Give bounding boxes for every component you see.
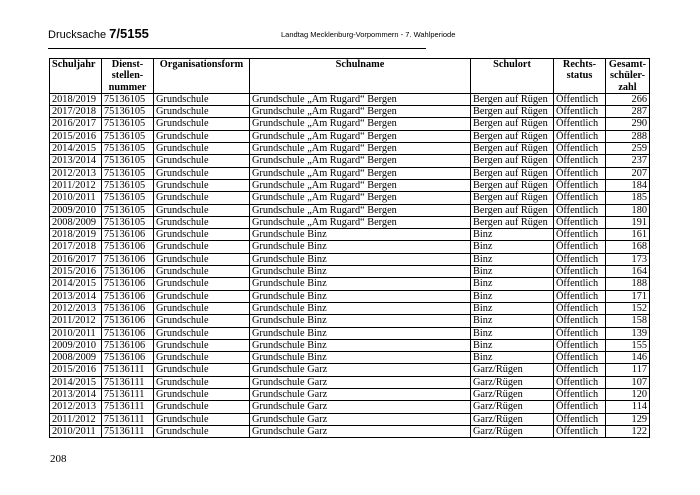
- cell-gesamtschuelerzahl: 188: [606, 278, 650, 290]
- cell-schulort: Garz/Rügen: [471, 413, 554, 425]
- cell-schulname: Grundschule Binz: [250, 290, 471, 302]
- cell-dienststellennummer: 75136106: [102, 229, 154, 241]
- cell-dienststellennummer: 75136105: [102, 204, 154, 216]
- cell-dienststellennummer: 75136111: [102, 376, 154, 388]
- cell-schulort: Bergen auf Rügen: [471, 93, 554, 105]
- cell-schulname: Grundschule Binz: [250, 266, 471, 278]
- cell-rechtsstatus: Öffentlich: [554, 192, 606, 204]
- cell-schulname: Grundschule Garz: [250, 389, 471, 401]
- column-header-organisationsform: [154, 59, 250, 94]
- column-header-line: Schuljahr: [52, 59, 96, 70]
- cell-organisationsform: Grundschule: [154, 143, 250, 155]
- cell-schuljahr: 2015/2016: [50, 130, 102, 142]
- cell-rechtsstatus: Öffentlich: [554, 229, 606, 241]
- cell-gesamtschuelerzahl: 180: [606, 204, 650, 216]
- cell-schulort: Garz/Rügen: [471, 401, 554, 413]
- cell-gesamtschuelerzahl: 146: [606, 352, 650, 364]
- cell-dienststellennummer: 75136106: [102, 339, 154, 351]
- cell-schuljahr: 2011/2012: [50, 179, 102, 191]
- cell-dienststellennummer: 75136105: [102, 216, 154, 228]
- cell-schuljahr: 2012/2013: [50, 302, 102, 314]
- cell-gesamtschuelerzahl: 207: [606, 167, 650, 179]
- cell-dienststellennummer: 75136105: [102, 93, 154, 105]
- cell-gesamtschuelerzahl: 259: [606, 143, 650, 155]
- cell-schuljahr: 2014/2015: [50, 376, 102, 388]
- cell-gesamtschuelerzahl: 152: [606, 302, 650, 314]
- cell-rechtsstatus: Öffentlich: [554, 425, 606, 437]
- page-number: 208: [50, 453, 67, 465]
- cell-schuljahr: 2012/2013: [50, 167, 102, 179]
- cell-dienststellennummer: 75136105: [102, 167, 154, 179]
- cell-schulname: Grundschule „Am Rugard“ Bergen: [250, 216, 471, 228]
- cell-dienststellennummer: 75136105: [102, 130, 154, 142]
- cell-rechtsstatus: Öffentlich: [554, 327, 606, 339]
- cell-schulort: Bergen auf Rügen: [471, 179, 554, 191]
- cell-dienststellennummer: 75136111: [102, 425, 154, 437]
- cell-gesamtschuelerzahl: 158: [606, 315, 650, 327]
- school-statistics-table: [49, 58, 650, 438]
- cell-dienststellennummer: 75136111: [102, 413, 154, 425]
- cell-gesamtschuelerzahl: 184: [606, 179, 650, 191]
- cell-organisationsform: Grundschule: [154, 266, 250, 278]
- cell-gesamtschuelerzahl: 120: [606, 389, 650, 401]
- cell-rechtsstatus: Öffentlich: [554, 155, 606, 167]
- cell-rechtsstatus: Öffentlich: [554, 118, 606, 130]
- cell-rechtsstatus: Öffentlich: [554, 179, 606, 191]
- cell-gesamtschuelerzahl: 114: [606, 401, 650, 413]
- table-body: [50, 93, 650, 437]
- cell-organisationsform: Grundschule: [154, 401, 250, 413]
- cell-dienststellennummer: 75136111: [102, 389, 154, 401]
- table-row: [50, 241, 650, 253]
- cell-rechtsstatus: Öffentlich: [554, 389, 606, 401]
- cell-rechtsstatus: Öffentlich: [554, 266, 606, 278]
- cell-schuljahr: 2010/2011: [50, 192, 102, 204]
- cell-schulname: Grundschule Garz: [250, 376, 471, 388]
- cell-rechtsstatus: Öffentlich: [554, 93, 606, 105]
- table-row: [50, 167, 650, 179]
- cell-schuljahr: 2013/2014: [50, 389, 102, 401]
- cell-gesamtschuelerzahl: 266: [606, 93, 650, 105]
- cell-gesamtschuelerzahl: 122: [606, 425, 650, 437]
- cell-gesamtschuelerzahl: 139: [606, 327, 650, 339]
- cell-schulname: Grundschule Binz: [250, 327, 471, 339]
- table-row: [50, 179, 650, 191]
- table-row: [50, 425, 650, 437]
- cell-organisationsform: Grundschule: [154, 302, 250, 314]
- table-row: [50, 352, 650, 364]
- cell-organisationsform: Grundschule: [154, 192, 250, 204]
- cell-rechtsstatus: Öffentlich: [554, 167, 606, 179]
- cell-schuljahr: 2011/2012: [50, 315, 102, 327]
- column-header-line: schüler-: [609, 70, 646, 82]
- cell-schulort: Binz: [471, 302, 554, 314]
- column-header-line: stellen-: [111, 70, 144, 82]
- cell-dienststellennummer: 75136105: [102, 106, 154, 118]
- cell-rechtsstatus: Öffentlich: [554, 204, 606, 216]
- cell-organisationsform: Grundschule: [154, 216, 250, 228]
- cell-dienststellennummer: 75136106: [102, 315, 154, 327]
- cell-dienststellennummer: 75136106: [102, 352, 154, 364]
- header-rule: [48, 48, 426, 49]
- column-header-line: status: [566, 70, 593, 82]
- cell-organisationsform: Grundschule: [154, 155, 250, 167]
- cell-schuljahr: 2015/2016: [50, 364, 102, 376]
- column-header-line: Schulort: [493, 59, 531, 70]
- cell-schulname: Grundschule Binz: [250, 253, 471, 265]
- cell-schulort: Binz: [471, 241, 554, 253]
- cell-schulort: Binz: [471, 315, 554, 327]
- cell-rechtsstatus: Öffentlich: [554, 253, 606, 265]
- column-header-gesamtschuelerzahl: [606, 59, 650, 94]
- cell-organisationsform: Grundschule: [154, 315, 250, 327]
- cell-gesamtschuelerzahl: 290: [606, 118, 650, 130]
- cell-schulname: Grundschule Binz: [250, 302, 471, 314]
- cell-organisationsform: Grundschule: [154, 167, 250, 179]
- column-header-line: Dienst-: [111, 59, 144, 70]
- cell-schulname: Grundschule Garz: [250, 425, 471, 437]
- cell-organisationsform: Grundschule: [154, 327, 250, 339]
- cell-organisationsform: Grundschule: [154, 253, 250, 265]
- column-header-line: Rechts-: [562, 59, 597, 70]
- cell-dienststellennummer: 75136106: [102, 302, 154, 314]
- cell-organisationsform: Grundschule: [154, 389, 250, 401]
- table-row: [50, 315, 650, 327]
- column-header-schulname: [250, 59, 471, 94]
- column-header-line: Organisationsform: [159, 59, 244, 70]
- table-row: [50, 192, 650, 204]
- cell-rechtsstatus: Öffentlich: [554, 290, 606, 302]
- table-row: [50, 302, 650, 314]
- cell-dienststellennummer: 75136105: [102, 192, 154, 204]
- cell-gesamtschuelerzahl: 161: [606, 229, 650, 241]
- cell-organisationsform: Grundschule: [154, 339, 250, 351]
- cell-organisationsform: Grundschule: [154, 278, 250, 290]
- cell-organisationsform: Grundschule: [154, 106, 250, 118]
- table-row: [50, 278, 650, 290]
- table-row: [50, 376, 650, 388]
- cell-organisationsform: Grundschule: [154, 425, 250, 437]
- cell-schuljahr: 2017/2018: [50, 241, 102, 253]
- cell-gesamtschuelerzahl: 288: [606, 130, 650, 142]
- table-row: [50, 118, 650, 130]
- column-header-rechtsstatus: [554, 59, 606, 94]
- cell-organisationsform: Grundschule: [154, 413, 250, 425]
- cell-rechtsstatus: Öffentlich: [554, 106, 606, 118]
- cell-dienststellennummer: 75136105: [102, 143, 154, 155]
- column-header-schuljahr: [50, 59, 102, 94]
- cell-schulort: Bergen auf Rügen: [471, 216, 554, 228]
- cell-gesamtschuelerzahl: 107: [606, 376, 650, 388]
- cell-organisationsform: Grundschule: [154, 229, 250, 241]
- cell-schulname: Grundschule „Am Rugard“ Bergen: [250, 143, 471, 155]
- column-header-line: Gesamt-: [608, 59, 647, 70]
- cell-schulort: Binz: [471, 229, 554, 241]
- cell-schulort: Binz: [471, 278, 554, 290]
- cell-organisationsform: Grundschule: [154, 241, 250, 253]
- table-row: [50, 401, 650, 413]
- cell-schulort: Bergen auf Rügen: [471, 204, 554, 216]
- cell-gesamtschuelerzahl: 171: [606, 290, 650, 302]
- cell-organisationsform: Grundschule: [154, 130, 250, 142]
- cell-schulname: Grundschule Garz: [250, 364, 471, 376]
- cell-gesamtschuelerzahl: 173: [606, 253, 650, 265]
- cell-gesamtschuelerzahl: 129: [606, 413, 650, 425]
- cell-schulname: Grundschule Binz: [250, 229, 471, 241]
- cell-schulort: Binz: [471, 290, 554, 302]
- cell-schulname: Grundschule „Am Rugard“ Bergen: [250, 106, 471, 118]
- cell-schulname: Grundschule Binz: [250, 278, 471, 290]
- cell-schuljahr: 2013/2014: [50, 290, 102, 302]
- table-header-row: [50, 59, 650, 94]
- cell-schuljahr: 2013/2014: [50, 155, 102, 167]
- cell-schulname: Grundschule „Am Rugard“ Bergen: [250, 130, 471, 142]
- cell-schulort: Garz/Rügen: [471, 364, 554, 376]
- cell-organisationsform: Grundschule: [154, 364, 250, 376]
- cell-schulname: Grundschule Binz: [250, 241, 471, 253]
- table-row: [50, 143, 650, 155]
- cell-schuljahr: 2008/2009: [50, 216, 102, 228]
- cell-rechtsstatus: Öffentlich: [554, 130, 606, 142]
- cell-organisationsform: Grundschule: [154, 118, 250, 130]
- table-row: [50, 290, 650, 302]
- column-header-dienststellennummer: [102, 59, 154, 94]
- cell-dienststellennummer: 75136111: [102, 364, 154, 376]
- cell-schulort: Binz: [471, 352, 554, 364]
- column-header-line: nummer: [108, 81, 147, 93]
- cell-organisationsform: Grundschule: [154, 179, 250, 191]
- table-row: [50, 229, 650, 241]
- cell-schulname: Grundschule „Am Rugard“ Bergen: [250, 93, 471, 105]
- cell-rechtsstatus: Öffentlich: [554, 401, 606, 413]
- cell-schuljahr: 2017/2018: [50, 106, 102, 118]
- cell-schulname: Grundschule Garz: [250, 401, 471, 413]
- cell-rechtsstatus: Öffentlich: [554, 216, 606, 228]
- cell-schuljahr: 2018/2019: [50, 93, 102, 105]
- cell-organisationsform: Grundschule: [154, 376, 250, 388]
- cell-organisationsform: Grundschule: [154, 204, 250, 216]
- cell-schulname: Grundschule Binz: [250, 315, 471, 327]
- cell-rechtsstatus: Öffentlich: [554, 376, 606, 388]
- cell-gesamtschuelerzahl: 164: [606, 266, 650, 278]
- cell-rechtsstatus: Öffentlich: [554, 302, 606, 314]
- cell-schuljahr: 2009/2010: [50, 204, 102, 216]
- cell-schuljahr: 2014/2015: [50, 278, 102, 290]
- cell-schulname: Grundschule „Am Rugard“ Bergen: [250, 179, 471, 191]
- document-number-value: 7/5155: [109, 26, 149, 41]
- cell-schulname: Grundschule Garz: [250, 413, 471, 425]
- cell-schuljahr: 2010/2011: [50, 425, 102, 437]
- cell-schulname: Grundschule „Am Rugard“ Bergen: [250, 192, 471, 204]
- cell-gesamtschuelerzahl: 155: [606, 339, 650, 351]
- cell-schuljahr: 2015/2016: [50, 266, 102, 278]
- cell-schuljahr: 2014/2015: [50, 143, 102, 155]
- cell-rechtsstatus: Öffentlich: [554, 364, 606, 376]
- cell-rechtsstatus: Öffentlich: [554, 352, 606, 364]
- cell-schulort: Binz: [471, 253, 554, 265]
- cell-rechtsstatus: Öffentlich: [554, 413, 606, 425]
- cell-schulname: Grundschule „Am Rugard“ Bergen: [250, 155, 471, 167]
- cell-gesamtschuelerzahl: 287: [606, 106, 650, 118]
- table-row: [50, 216, 650, 228]
- cell-dienststellennummer: 75136105: [102, 179, 154, 191]
- cell-schulname: Grundschule „Am Rugard“ Bergen: [250, 204, 471, 216]
- cell-schuljahr: 2018/2019: [50, 229, 102, 241]
- table-row: [50, 106, 650, 118]
- cell-dienststellennummer: 75136106: [102, 290, 154, 302]
- cell-schulort: Bergen auf Rügen: [471, 155, 554, 167]
- table-row: [50, 253, 650, 265]
- cell-organisationsform: Grundschule: [154, 93, 250, 105]
- cell-schulname: Grundschule „Am Rugard“ Bergen: [250, 167, 471, 179]
- cell-schuljahr: 2009/2010: [50, 339, 102, 351]
- table-row: [50, 266, 650, 278]
- table-row: [50, 413, 650, 425]
- cell-schuljahr: 2012/2013: [50, 401, 102, 413]
- cell-schulname: Grundschule Binz: [250, 352, 471, 364]
- document-number: [48, 26, 149, 41]
- cell-gesamtschuelerzahl: 237: [606, 155, 650, 167]
- table-row: [50, 155, 650, 167]
- table-row: [50, 204, 650, 216]
- cell-schulort: Bergen auf Rügen: [471, 167, 554, 179]
- cell-gesamtschuelerzahl: 185: [606, 192, 650, 204]
- cell-schulort: Binz: [471, 327, 554, 339]
- cell-schuljahr: 2008/2009: [50, 352, 102, 364]
- cell-dienststellennummer: 75136111: [102, 401, 154, 413]
- table-row: [50, 93, 650, 105]
- table-row: [50, 389, 650, 401]
- cell-schulort: Binz: [471, 339, 554, 351]
- cell-dienststellennummer: 75136105: [102, 155, 154, 167]
- cell-dienststellennummer: 75136106: [102, 241, 154, 253]
- cell-gesamtschuelerzahl: 191: [606, 216, 650, 228]
- cell-gesamtschuelerzahl: 117: [606, 364, 650, 376]
- cell-schuljahr: 2016/2017: [50, 118, 102, 130]
- cell-schulort: Garz/Rügen: [471, 425, 554, 437]
- institution-label: Landtag Mecklenburg-Vorpommern - 7. Wahlperiode: [281, 30, 456, 39]
- cell-dienststellennummer: 75136106: [102, 327, 154, 339]
- cell-organisationsform: Grundschule: [154, 290, 250, 302]
- cell-schuljahr: 2016/2017: [50, 253, 102, 265]
- cell-rechtsstatus: Öffentlich: [554, 241, 606, 253]
- cell-schulort: Bergen auf Rügen: [471, 143, 554, 155]
- cell-gesamtschuelerzahl: 168: [606, 241, 650, 253]
- cell-schulort: Bergen auf Rügen: [471, 192, 554, 204]
- cell-organisationsform: Grundschule: [154, 352, 250, 364]
- cell-rechtsstatus: Öffentlich: [554, 143, 606, 155]
- cell-dienststellennummer: 75136105: [102, 118, 154, 130]
- cell-rechtsstatus: Öffentlich: [554, 315, 606, 327]
- cell-schulort: Bergen auf Rügen: [471, 130, 554, 142]
- cell-schulort: Binz: [471, 266, 554, 278]
- cell-dienststellennummer: 75136106: [102, 278, 154, 290]
- cell-schulname: Grundschule Binz: [250, 339, 471, 351]
- document-prefix: Drucksache: [48, 29, 110, 41]
- table-row: [50, 327, 650, 339]
- column-header-line: zahl: [618, 81, 637, 93]
- cell-schuljahr: 2011/2012: [50, 413, 102, 425]
- table-row: [50, 364, 650, 376]
- cell-schulname: Grundschule „Am Rugard“ Bergen: [250, 118, 471, 130]
- cell-schuljahr: 2010/2011: [50, 327, 102, 339]
- column-header-line: Schulname: [335, 59, 385, 70]
- cell-schulort: Garz/Rügen: [471, 376, 554, 388]
- table-row: [50, 339, 650, 351]
- cell-rechtsstatus: Öffentlich: [554, 339, 606, 351]
- cell-schulort: Bergen auf Rügen: [471, 118, 554, 130]
- table-row: [50, 130, 650, 142]
- cell-schulort: Garz/Rügen: [471, 389, 554, 401]
- column-header-schulort: [471, 59, 554, 94]
- cell-rechtsstatus: Öffentlich: [554, 278, 606, 290]
- cell-dienststellennummer: 75136106: [102, 266, 154, 278]
- cell-schulort: Bergen auf Rügen: [471, 106, 554, 118]
- cell-dienststellennummer: 75136106: [102, 253, 154, 265]
